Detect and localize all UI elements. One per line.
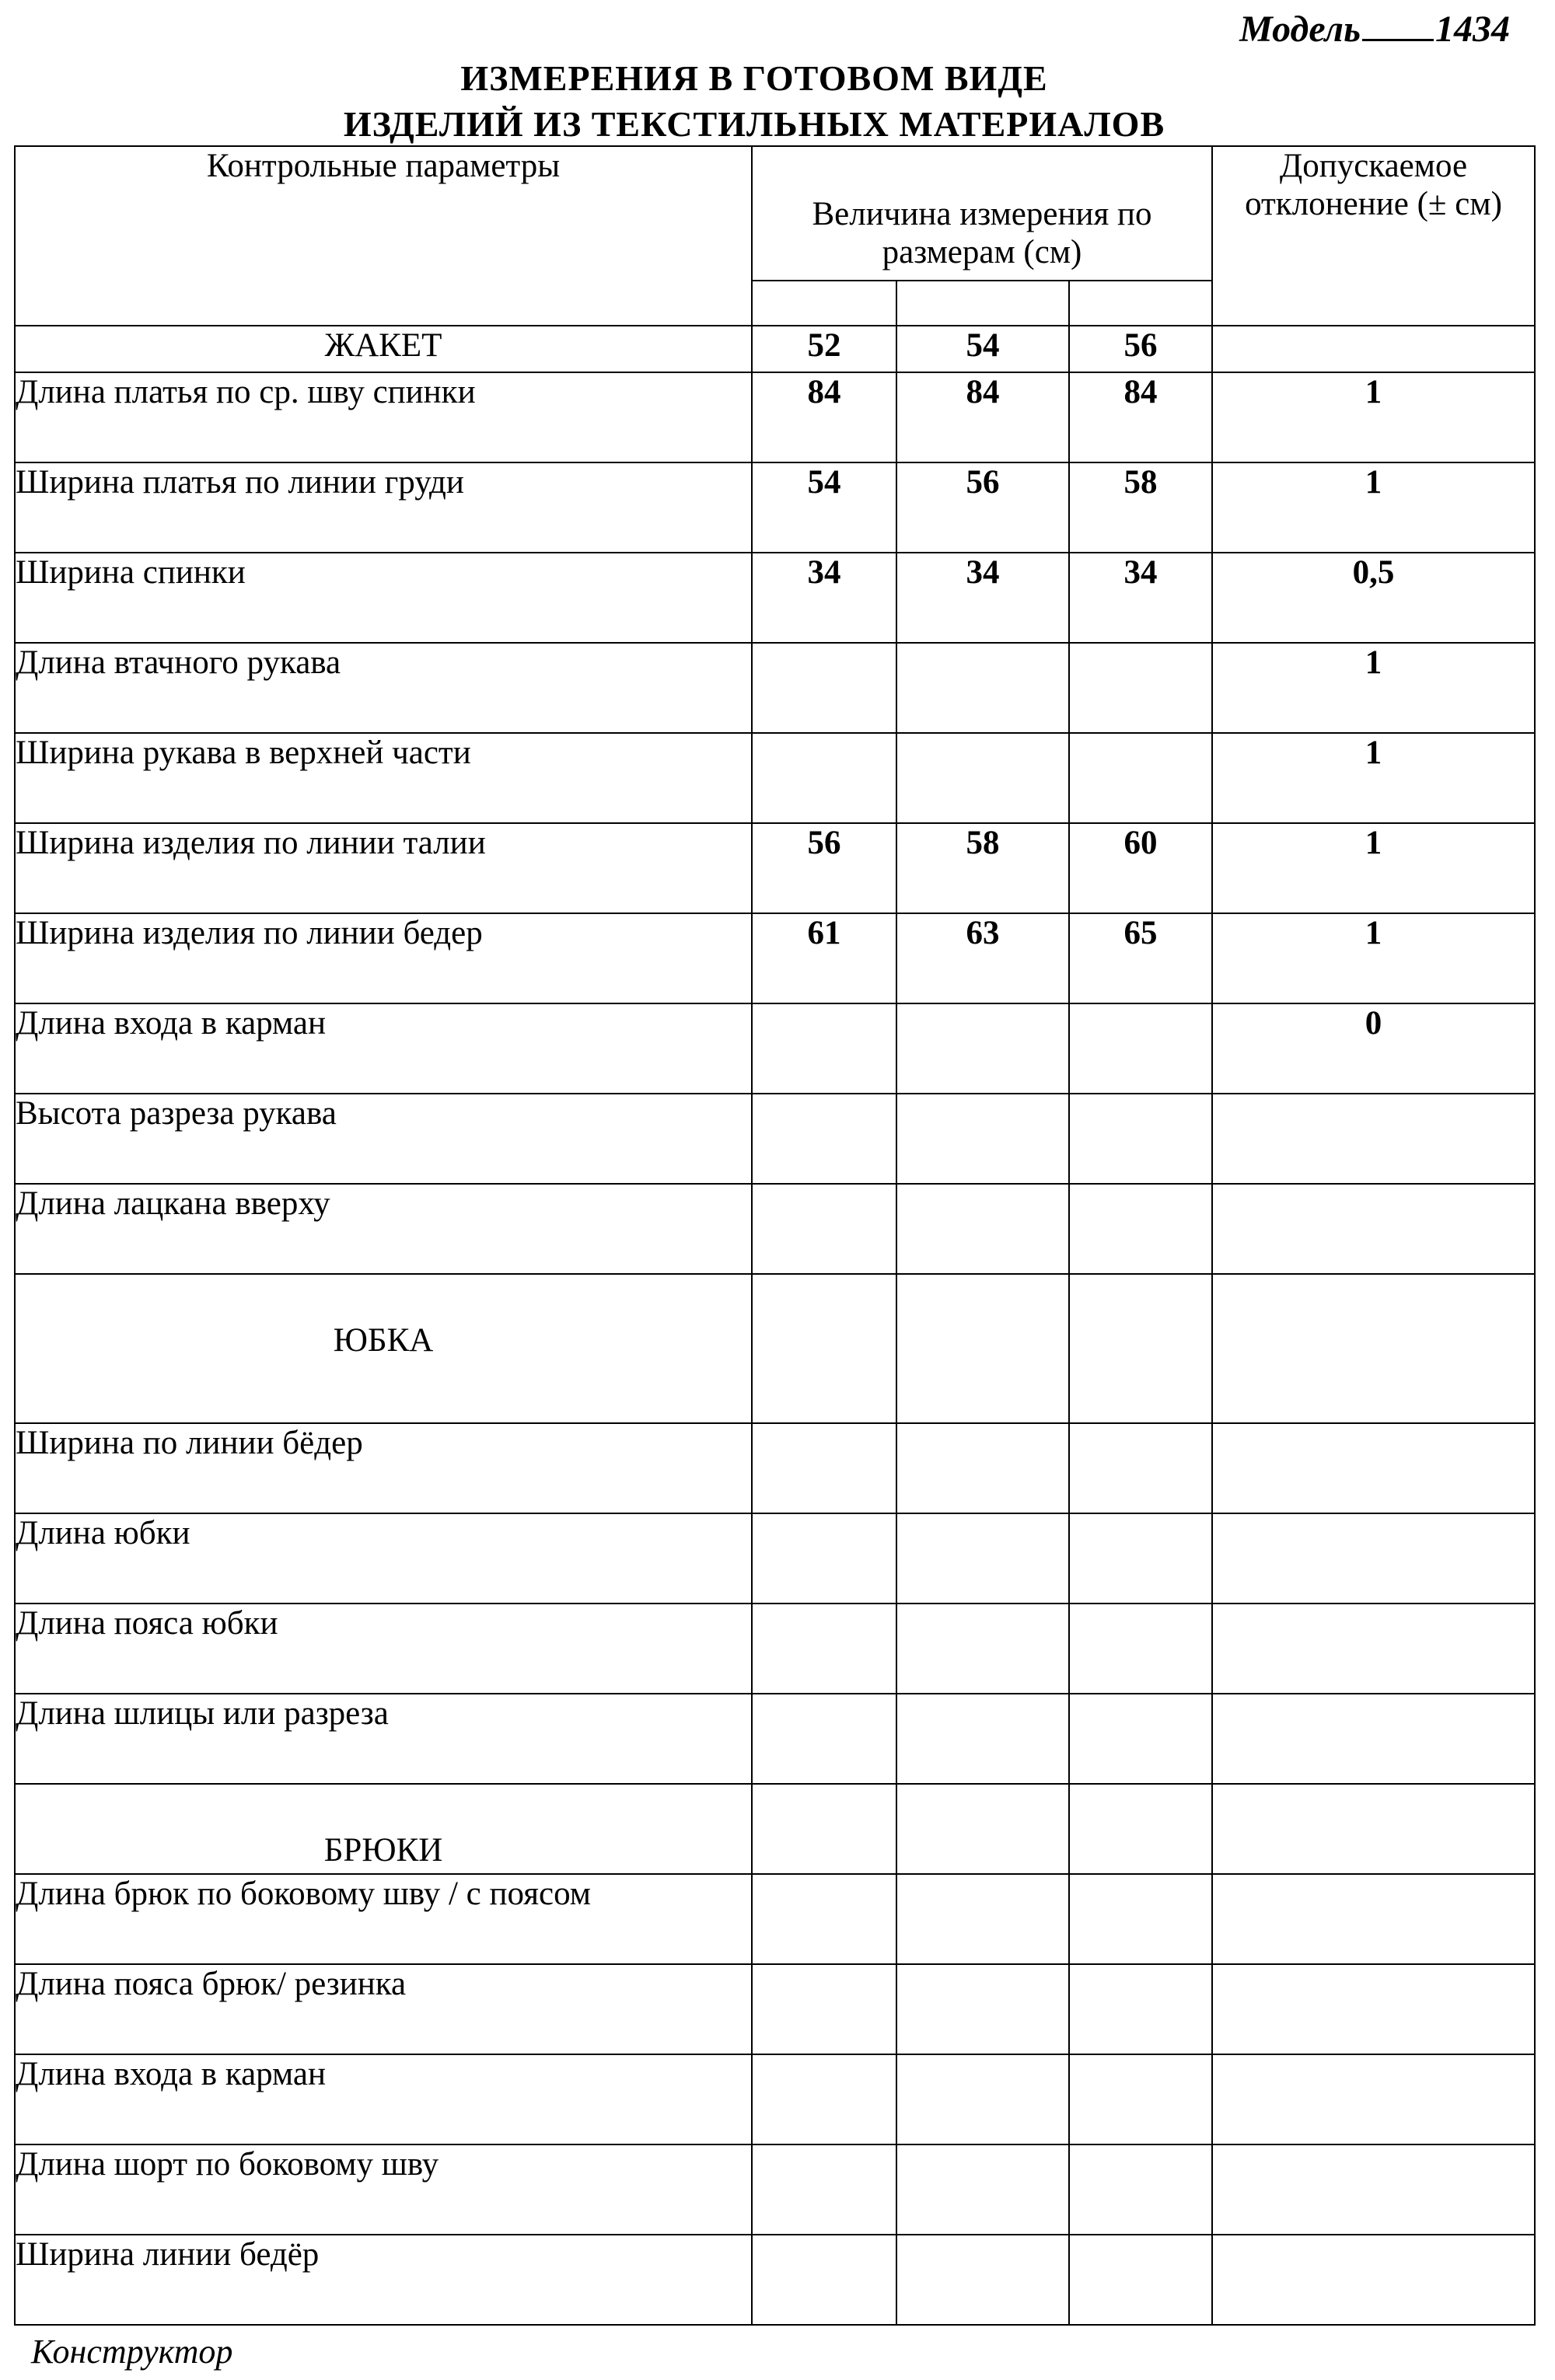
empty-cell <box>896 1274 1069 1423</box>
value-cell <box>896 643 1069 733</box>
tolerance-cell: 1 <box>1212 823 1535 913</box>
empty-cell <box>896 1513 1069 1604</box>
param-name: Ширина изделия по линии бедер <box>15 913 752 1003</box>
empty-cell <box>1069 1784 1212 1874</box>
empty-cell <box>896 1423 1069 1513</box>
table-row <box>15 2054 1535 2144</box>
table-row <box>15 1513 1535 1604</box>
table-row <box>15 1604 1535 1694</box>
value-cell <box>752 1003 896 1094</box>
tolerance-cell: 1 <box>1212 643 1535 733</box>
empty-cell <box>752 1274 896 1423</box>
empty-cell <box>896 1784 1069 1874</box>
table-row <box>15 1003 1535 1094</box>
empty-cell <box>752 2144 896 2235</box>
table-row <box>15 1694 1535 1784</box>
empty-cell <box>1212 2054 1535 2144</box>
param-name: Длина юбки <box>15 1513 752 1604</box>
value-cell: 34 <box>896 553 1069 643</box>
document-title-line2: ИЗДЕЛИЙ ИЗ ТЕКСТИЛЬНЫХ МАТЕРИАЛОВ <box>343 104 1165 144</box>
value-cell: 84 <box>1069 372 1212 462</box>
value-cell <box>752 1184 896 1274</box>
empty-cell <box>1069 1874 1212 1964</box>
empty-cell <box>1069 1604 1212 1694</box>
size-56: 56 <box>1069 326 1212 372</box>
table-row <box>15 733 1535 823</box>
table-row <box>15 913 1535 1003</box>
tolerance-cell: 0 <box>1212 1003 1535 1094</box>
table-row <box>15 1874 1535 1964</box>
table-row <box>15 823 1535 913</box>
model-value: 1434 <box>1435 9 1510 50</box>
empty-cell <box>1212 1694 1535 1784</box>
table-row <box>15 1094 1535 1184</box>
value-cell: 58 <box>1069 462 1212 553</box>
empty-cell <box>896 1694 1069 1784</box>
empty-cell <box>1212 1874 1535 1964</box>
empty-cell <box>752 2235 896 2325</box>
value-cell <box>752 643 896 733</box>
value-cell: 34 <box>1069 553 1212 643</box>
value-cell <box>896 1094 1069 1184</box>
empty-cell <box>896 2144 1069 2235</box>
table-row <box>15 372 1535 462</box>
empty-cell <box>752 1784 896 1874</box>
empty-cell <box>1212 2235 1535 2325</box>
tolerance-cell: 1 <box>1212 372 1535 462</box>
value-cell <box>1069 1184 1212 1274</box>
value-cell: 84 <box>896 372 1069 462</box>
param-name: Длина входа в карман <box>15 2054 752 2144</box>
table-row <box>15 1423 1535 1513</box>
tolerance-cell: 1 <box>1212 462 1535 553</box>
table-row <box>15 1184 1535 1274</box>
empty-cell <box>1212 1513 1535 1604</box>
param-name: Ширина изделия по линии талии <box>15 823 752 913</box>
empty-cell <box>896 1604 1069 1694</box>
value-cell: 63 <box>896 913 1069 1003</box>
value-cell <box>1069 1094 1212 1184</box>
tolerance-cell <box>1212 1184 1535 1274</box>
empty-cell <box>1069 2144 1212 2235</box>
table-row <box>15 643 1535 733</box>
model-label: Модель <box>1239 9 1361 50</box>
header-size-col-2 <box>896 281 1069 326</box>
model-underline <box>1362 8 1434 41</box>
param-name: Длина входа в карман <box>15 1003 752 1094</box>
empty-cell <box>752 2054 896 2144</box>
value-cell <box>752 1094 896 1184</box>
empty-cell <box>1212 1604 1535 1694</box>
empty-cell <box>896 2054 1069 2144</box>
empty-cell <box>752 1964 896 2054</box>
param-name: Длина пояса брюк/ резинка <box>15 1964 752 2054</box>
param-name: Ширина линии бедёр <box>15 2235 752 2325</box>
value-cell <box>896 1184 1069 1274</box>
document-title-line1: ИЗМЕРЕНИЯ В ГОТОВОМ ВИДЕ <box>460 58 1048 98</box>
param-name: Длина пояса юбки <box>15 1604 752 1694</box>
measurements-table <box>14 145 1536 2326</box>
value-cell: 56 <box>752 823 896 913</box>
value-cell <box>1069 733 1212 823</box>
table-row <box>15 2144 1535 2235</box>
model-number <box>1239 8 1510 51</box>
value-cell: 58 <box>896 823 1069 913</box>
table-row <box>15 1964 1535 2054</box>
tolerance-cell <box>1212 1094 1535 1184</box>
value-cell: 65 <box>1069 913 1212 1003</box>
table-row <box>15 553 1535 643</box>
empty-cell <box>1069 1964 1212 2054</box>
empty-cell <box>752 1604 896 1694</box>
empty-cell <box>752 1874 896 1964</box>
section-skirt: ЮБКА <box>15 1274 752 1423</box>
value-cell <box>896 733 1069 823</box>
empty-cell <box>1212 1964 1535 2054</box>
empty-cell <box>896 1964 1069 2054</box>
size-54: 54 <box>896 326 1069 372</box>
param-name: Ширина рукава в верхней части <box>15 733 752 823</box>
empty-cell <box>752 1423 896 1513</box>
param-name: Длина шлицы или разреза <box>15 1694 752 1784</box>
param-name: Длина лацкана вверху <box>15 1184 752 1274</box>
empty-cell <box>1069 2054 1212 2144</box>
value-cell: 34 <box>752 553 896 643</box>
empty-cell <box>752 1513 896 1604</box>
empty-cell <box>896 1874 1069 1964</box>
param-name: Ширина по линии бёдер <box>15 1423 752 1513</box>
table-row <box>15 462 1535 553</box>
header-size-values: Величина измерения по размерам (см) <box>752 146 1212 281</box>
empty-cell <box>1212 1784 1535 1874</box>
value-cell <box>896 1003 1069 1094</box>
table-row <box>15 2235 1535 2325</box>
param-name: Длина брюк по боковому шву / с поясом <box>15 1874 752 1964</box>
tolerance-cell: 1 <box>1212 733 1535 823</box>
empty-cell <box>1212 2144 1535 2235</box>
empty-cell <box>1069 1423 1212 1513</box>
tolerance-cell: 1 <box>1212 913 1535 1003</box>
empty-cell <box>1069 2235 1212 2325</box>
empty-cell <box>752 1694 896 1784</box>
empty-cell <box>1069 1513 1212 1604</box>
value-cell <box>752 733 896 823</box>
empty-cell <box>1212 1274 1535 1423</box>
header-size-col-1 <box>752 281 896 326</box>
section-trousers: БРЮКИ <box>15 1784 752 1874</box>
param-name: Ширина платья по линии груди <box>15 462 752 553</box>
size-dev-empty <box>1212 326 1535 372</box>
empty-cell <box>1069 1274 1212 1423</box>
value-cell <box>1069 643 1212 733</box>
param-name: Ширина спинки <box>15 553 752 643</box>
empty-cell <box>1069 1694 1212 1784</box>
value-cell <box>1069 1003 1212 1094</box>
param-name: Длина платья по ср. шву спинки <box>15 372 752 462</box>
empty-cell <box>1212 1423 1535 1513</box>
value-cell: 84 <box>752 372 896 462</box>
constructor-label: Конструктор <box>31 2333 233 2371</box>
value-cell: 54 <box>752 462 896 553</box>
param-name: Высота разреза рукава <box>15 1094 752 1184</box>
value-cell: 61 <box>752 913 896 1003</box>
section-jacket: ЖАКЕТ <box>15 326 752 372</box>
value-cell: 60 <box>1069 823 1212 913</box>
param-name: Длина шорт по боковому шву <box>15 2144 752 2235</box>
header-tolerance: Допускаемое отклонение (± см) <box>1212 146 1535 326</box>
param-name: Длина втачного рукава <box>15 643 752 733</box>
empty-cell <box>896 2235 1069 2325</box>
size-52: 52 <box>752 326 896 372</box>
tolerance-cell: 0,5 <box>1212 553 1535 643</box>
header-control-params: Контрольные параметры <box>15 146 752 326</box>
value-cell: 56 <box>896 462 1069 553</box>
header-size-col-3 <box>1069 281 1212 326</box>
